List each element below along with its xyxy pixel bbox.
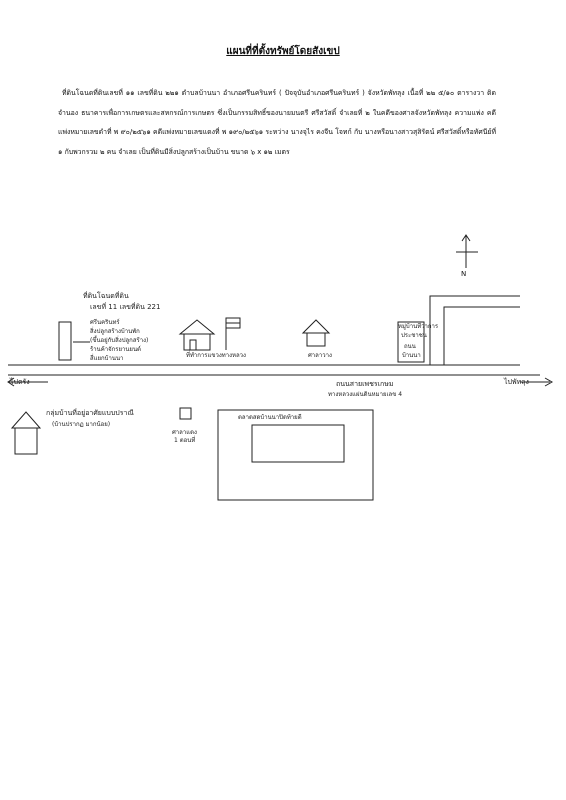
side-road <box>430 296 520 365</box>
north-label: N <box>461 270 467 278</box>
north-arrow-icon <box>456 235 478 268</box>
village-office-label4: บ้านนา <box>402 352 421 359</box>
sala-label: ศาลาแดง <box>172 429 197 436</box>
government-office-icon <box>180 318 240 350</box>
residential-group-sub: (บ้านปรากฏ มากน้อย) <box>52 421 111 428</box>
sala-sub: 1 ตอนที่ <box>174 437 196 444</box>
residential-house-icon <box>12 412 40 454</box>
government-office-label: ที่ทำการแขวงทางหลวง <box>186 352 246 359</box>
land-label-line7: สี่แยกบ้านนา <box>90 355 124 362</box>
page-title: แผนที่ที่ตั้งทรัพย์โดยสังเขป <box>226 46 340 57</box>
market-outline <box>218 410 373 500</box>
road-name: ถนนสายเพชรเกษม <box>336 380 394 388</box>
main-road <box>8 365 552 386</box>
pavilion-label: ศาลาวาง <box>308 352 332 359</box>
description-text: ที่ดินโฉนดที่ดินเลขที่ ๑๑ เลขที่ดิน ๒๒๑ ตำบลบ้านนา อำเภอศรีนครินทร์ ( ปัจจุบันอำเภอศรีนครินทร์ ) จังหวัดพัทลุง เนื้อที่ ๒๒ ๕/๑๐ ตารางวา ติดจำนอง ธนาคารเพื่อการเกษตรและสหกรณ์การเกษตร ซึ่งเป็นกรรมสิทธิ์ของนายมนตรี ศรีสวัสดิ์ จำเลยที่ ๒ ในคดีของศาลจังหวัดพัทลุง ความแพ่ง คดีแพ่งหมายเลขดำที่ พ ๙๐/๒๕๖๑ คดีแพ่งหมายเลขแดงที่ พ ๑๙๐/๒๕๖๑ ระหว่าง นางจุไร คงจีน โจทก์ กับ นางหรือนางสาวสุสิรัตน์ ศรีสวัสดิ์หรือทัศนีย์ที่ ๑ กับพวกรวม ๒ คน จำเลย เป็นที่ดินมีสิ่งปลูกสร้างเป็นบ้าน ขนาด ๖ x ๑๒ เมตร <box>58 89 496 156</box>
land-label-line3: ศรีนครินทร์ <box>90 319 120 326</box>
sala-square <box>180 408 191 419</box>
village-office-label2: ประชาชน <box>401 332 427 339</box>
village-office-label1: หมู่บ้านที่ว่าการ <box>398 323 439 330</box>
road-direction-west: ไปตรัง <box>10 378 30 386</box>
market-inner <box>252 425 344 462</box>
land-label-line2: เลขที่ 11 เลขที่ดิน 221 <box>90 303 161 311</box>
pavilion-icon <box>303 320 329 346</box>
land-label-line5: (ขึ้นอยู่กับสิ่งปลูกสร้าง) <box>90 337 149 344</box>
village-office-label3: ถนน <box>404 343 416 350</box>
land-plot <box>59 322 71 360</box>
land-label-line6: ร้านค้าจักรยานยนต์ <box>90 346 141 353</box>
road-number: ทางหลวงแผ่นดินหมายเลข 4 <box>328 391 403 398</box>
land-label-line4: สิ่งปลูกสร้างบ้านพัก <box>90 328 140 335</box>
road-direction-east: ไปพัทลุง <box>504 378 529 386</box>
market-label: ตลาดสดบ้านนาปิดท้ายดี <box>238 414 302 421</box>
residential-group-label: กลุ่มบ้านที่อยู่อาศัยแบบปราณี <box>46 409 134 417</box>
land-label-line1: ที่ดินโฉนดที่ดิน <box>83 292 129 300</box>
